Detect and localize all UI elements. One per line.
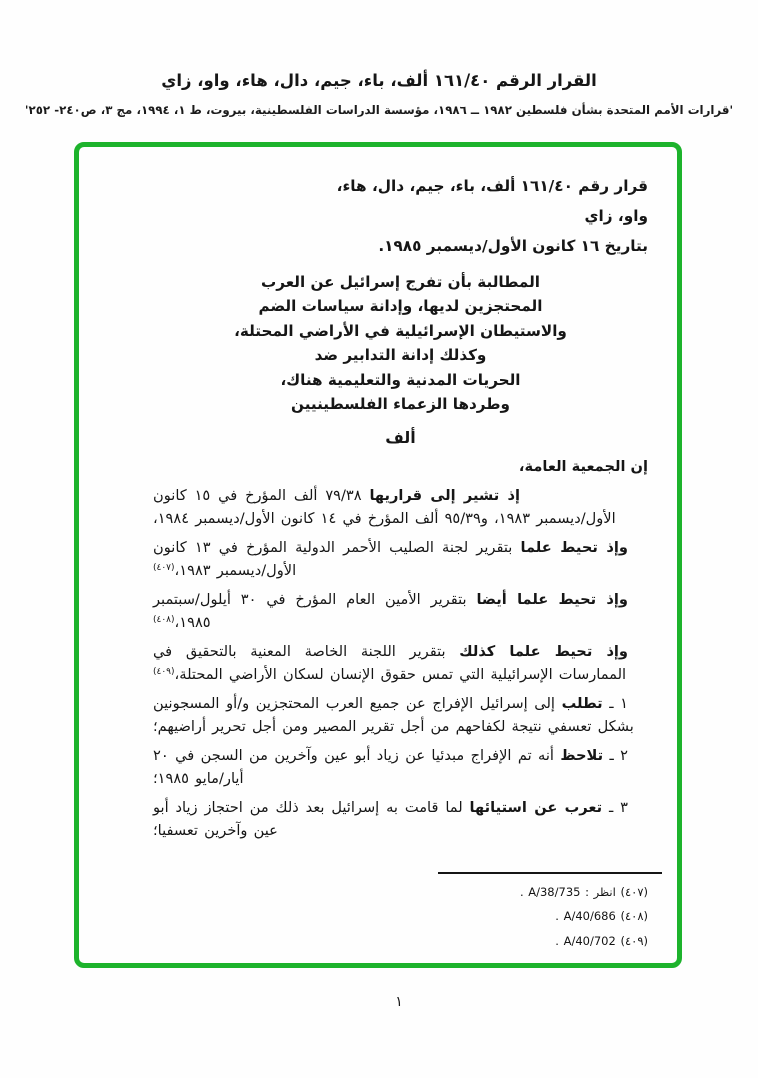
footnote-409: (٤٠٩) A/40/702 . xyxy=(555,933,648,948)
footnotes-block xyxy=(139,872,648,954)
document-title: القرار الرقم ١٦١/٤٠ ألف، باء، جيم، دال، هاء، واو، زاي xyxy=(161,71,597,90)
operative-paragraph-1: ١ ـ تطلب إلى إسرائيل الإفراج عن جميع العرب المحتجزين و/أو المسجونين بشكل تعسفي نتيجة لكفاحهم من أجل تقرير المصير ومن أجل تحرير أراضيهم؛ xyxy=(153,695,634,736)
subject-line: وكذلك إدانة التدابير ضد xyxy=(314,346,487,365)
subject-line: والاستيطان الإسرائيلية في الأراضي المحتلة، xyxy=(234,321,567,340)
footnote-ref-408: (٤٠٨) xyxy=(153,615,175,626)
footnote-407: (٤٠٧) انظر : A/38/735 . xyxy=(519,884,648,899)
preamble-lead: إن الجمعية العامة، xyxy=(518,458,648,476)
subject-line: الحريات المدنية والتعليمية هناك، xyxy=(280,370,521,389)
resolution-date-line: بتاريخ ١٦ كانون الأول/ديسمبر ١٩٨٥. xyxy=(378,237,648,255)
subject-line: المطالبة بأن تفرج إسرائيل عن العرب xyxy=(260,273,541,291)
preamble-paragraph-3: وإذ تحيط علما أيضا بتقرير الأمين العام المؤرخ في ٣٠ أيلول/سبتمبر ١٩٨٥،$^{(٤٠٨)}$ xyxy=(153,591,628,632)
footnote-ref-407: (٤٠٧) xyxy=(153,563,175,574)
footnote-ref-409: (٤٠٩) xyxy=(153,667,175,678)
resolution-subject xyxy=(153,270,648,416)
document-source-citation: 'قرارات الأمم المتحدة بشأن فلسطين ١٩٨٢ ــ ١٩٨٦، مؤسسة الدراسات الفلسطينية، بيروت، ط ١، ١٩٩٤، مج ٣، ص٢٤٠- ٢٥٢' xyxy=(24,103,734,117)
subject-line: المحتجزين لديها، وإدانة سياسات الضم xyxy=(258,297,543,316)
resolution-heading xyxy=(153,171,648,261)
footnote-408: (٤٠٨) A/40/686 . xyxy=(555,909,648,923)
subject-line: وطردها الزعماء الفلسطينيين xyxy=(291,395,510,414)
preamble-paragraph-1: إذ تشير إلى قراريها ٧٩/٣٨ ألف المؤرخ في ١٥ كانون الأول/ديسمبر ١٩٨٣، و٩٥/٣٩ ألف المؤرخ في ١٤ كانون الأول/ديسمبر ١٩٨٤، xyxy=(153,487,616,528)
section-heading: ألف xyxy=(385,428,416,448)
preamble-paragraph-4: وإذ تحيط علما كذلك بتقرير اللجنة الخاصة المعنية بالتحقيق في الممارسات الإسرائيلية التي تمس حقوق الإنسان لسكان الأراضي المحتلة،$^{(٤٠٩)}$ xyxy=(153,643,629,684)
page-number: ١ xyxy=(395,994,403,1010)
footnote-separator-rule xyxy=(438,872,662,874)
operative-paragraph-3: ٣ ـ تعرب عن استيائها لما قامت به إسرائيل بعد ذلك من احتجاز زياد أبو عين وآخرين تعسفيا؛ xyxy=(153,799,628,840)
preamble-paragraph-2: وإذ تحيط علما بتقرير لجنة الصليب الأحمر الدولية المؤرخ في ١٣ كانون الأول/ديسمبر ١٩٨٣،$^{(٤٠٧)}$ xyxy=(153,539,628,580)
resolution-box xyxy=(74,142,682,968)
operative-paragraph-2: ٢ ـ تلاحظ أنه تم الإفراج مبدئيا عن زياد أبو عين وآخرين من السجن في ٢٠ أيار/مايو ١٩٨٥؛ xyxy=(153,747,628,788)
resolution-number-line: قرار رقم ١٦١/٤٠ ألف، باء، جيم، دال، هاء، واو، زاي xyxy=(336,177,648,225)
